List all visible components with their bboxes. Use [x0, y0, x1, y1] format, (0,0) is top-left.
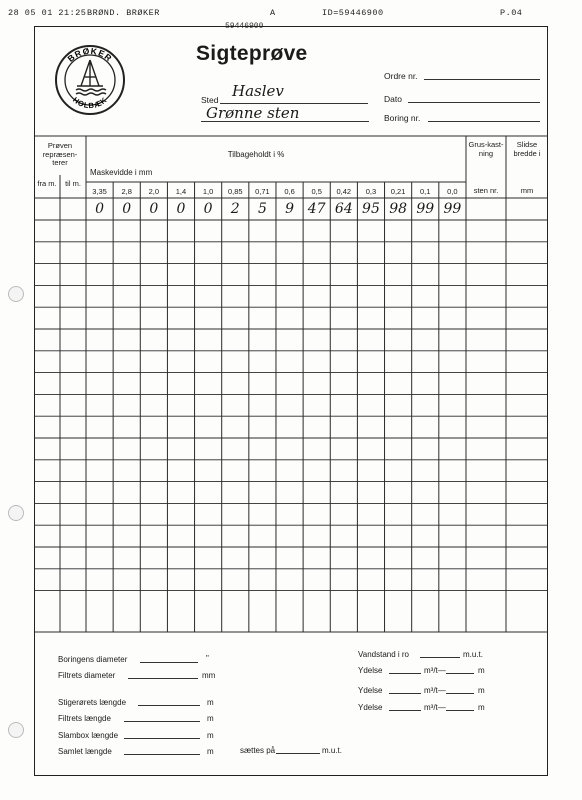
fax-id: ID=59446900	[322, 8, 384, 18]
retained-percent-value: 0	[122, 201, 132, 217]
unit-m: m	[207, 731, 214, 740]
mesh-size-label: 0,3	[365, 187, 377, 196]
ydelse-label: Ydelse	[358, 703, 383, 712]
vandstand-label: Vandstand i ro	[358, 650, 409, 659]
slids-header: Slidse bredde i	[513, 140, 541, 158]
mesh-size-label: 3,35	[92, 187, 107, 196]
ydelse-drawdown-field[interactable]	[446, 673, 474, 674]
fax-page: P.04	[500, 8, 523, 18]
ydelse-rate-unit: m³/t—	[424, 666, 446, 675]
samlet-laengde-field[interactable]	[124, 754, 200, 755]
retained-percent-value: 47	[307, 201, 326, 217]
retained-percent-value: 95	[362, 201, 380, 217]
retained-percent-value: 0	[149, 201, 159, 217]
fra-header: fra m.	[37, 179, 57, 188]
ydelse-drawdown-field[interactable]	[446, 710, 474, 711]
retained-percent-value: 2	[230, 201, 240, 217]
retained-percent-value: 9	[285, 201, 294, 217]
saettes-label: sættes på	[240, 746, 276, 755]
sted-label: Sted	[201, 95, 219, 105]
tilbageholdt-header: Tilbageholdt i %	[227, 150, 285, 159]
filtrets-laengde-field[interactable]	[124, 721, 200, 722]
mesh-size-label: 0,1	[420, 187, 431, 196]
retained-percent-value: 99	[443, 201, 462, 217]
boring-label: Boring nr.	[384, 113, 421, 123]
saettes-mut: m.u.t.	[322, 746, 343, 755]
mesh-size-label: 0,0	[447, 187, 458, 196]
fax-marker: A	[270, 8, 276, 18]
ydelse-label: Ydelse	[358, 666, 383, 675]
mesh-size-label: 0,21	[390, 187, 406, 196]
unit-mm: mm	[202, 671, 216, 680]
mesh-size-label: 0,5	[311, 187, 322, 196]
unit-m: m	[207, 747, 214, 756]
logo-bottom-text: HOLBÆK	[71, 95, 109, 111]
filtrets-diameter-field[interactable]	[128, 678, 198, 679]
logo-top-text: BRØKER	[65, 45, 115, 64]
fax-sender: BRØND. BRØKER	[87, 8, 160, 18]
ydelse-rate-unit: m³/t—	[424, 686, 446, 695]
ydelse-rate-field[interactable]	[389, 710, 421, 711]
ordre-label: Ordre nr.	[384, 71, 418, 81]
mesh-size-label: 1,4	[175, 187, 187, 196]
ydelse-m-unit: m	[478, 686, 485, 695]
ydelse-rate-unit: m³/t—	[424, 703, 446, 712]
sample-depth-header: Prøven repræsen-terer	[42, 141, 78, 167]
stigeroerets-laengde-field[interactable]	[138, 705, 200, 706]
slambox-laengde-field[interactable]	[124, 738, 200, 739]
ydelse-label: Ydelse	[358, 686, 383, 695]
unit-m: m	[207, 698, 214, 707]
dato-label: Dato	[384, 94, 402, 104]
mesh-size-label: 0,71	[255, 187, 270, 196]
boringens-diameter-label: Boringens diameter	[58, 655, 128, 664]
ydelse-rate-field[interactable]	[389, 673, 421, 674]
fax-datetime: 28 05 01 21:25	[8, 8, 87, 18]
slids-sub-header: mm	[520, 186, 534, 195]
mesh-size-label: 0,6	[284, 187, 295, 196]
vandstand-field[interactable]	[420, 657, 460, 658]
page-title: Sigteprøve	[196, 42, 308, 65]
mesh-size-label: 0,42	[336, 187, 352, 196]
saettes-field[interactable]	[276, 753, 320, 754]
retained-percent-value: 0	[203, 201, 213, 217]
retained-percent-value: 0	[95, 201, 105, 217]
vandstand-mut: m.u.t.	[463, 650, 484, 659]
retained-percent-value: 98	[389, 201, 408, 217]
mesh-size-label: 0,85	[227, 187, 243, 196]
ydelse-drawdown-field[interactable]	[446, 693, 474, 694]
ydelse-rate-field[interactable]	[389, 693, 421, 694]
til-header: til m.	[65, 179, 81, 188]
ydelse-m-unit: m	[478, 666, 485, 675]
slambox-laengde-label: Slambox længde	[58, 731, 119, 740]
grus-header: Grus-kast-ning	[468, 140, 504, 158]
document-number: 59446900	[225, 22, 264, 31]
filtrets-laengde-label: Filtrets længde	[58, 714, 111, 723]
grus-sub-header: sten nr.	[473, 186, 499, 195]
samlet-laengde-label: Samlet længde	[58, 747, 112, 756]
retained-percent-value: 64	[334, 201, 353, 217]
retained-percent-value: 99	[416, 201, 435, 217]
retained-percent-value: 5	[257, 201, 267, 217]
ydelse-m-unit: m	[478, 703, 485, 712]
unit-m: m	[207, 714, 214, 723]
filtrets-diameter-label: Filtrets diameter	[58, 671, 116, 680]
mesh-size-label: 2,8	[121, 187, 132, 196]
unit-quote: "	[206, 654, 209, 663]
mesh-size-label: 1,0	[202, 187, 214, 196]
stigeroerets-laengde-label: Stigerørets længde	[58, 698, 127, 707]
maskevidde-header: Maskevidde i mm	[90, 168, 153, 177]
sted-value: Haslev	[232, 82, 284, 100]
boringens-diameter-field[interactable]	[140, 662, 198, 663]
retained-percent-value: 0	[176, 201, 186, 217]
sample-value: Grønne sten	[206, 104, 300, 122]
mesh-size-label: 2,0	[148, 187, 160, 196]
